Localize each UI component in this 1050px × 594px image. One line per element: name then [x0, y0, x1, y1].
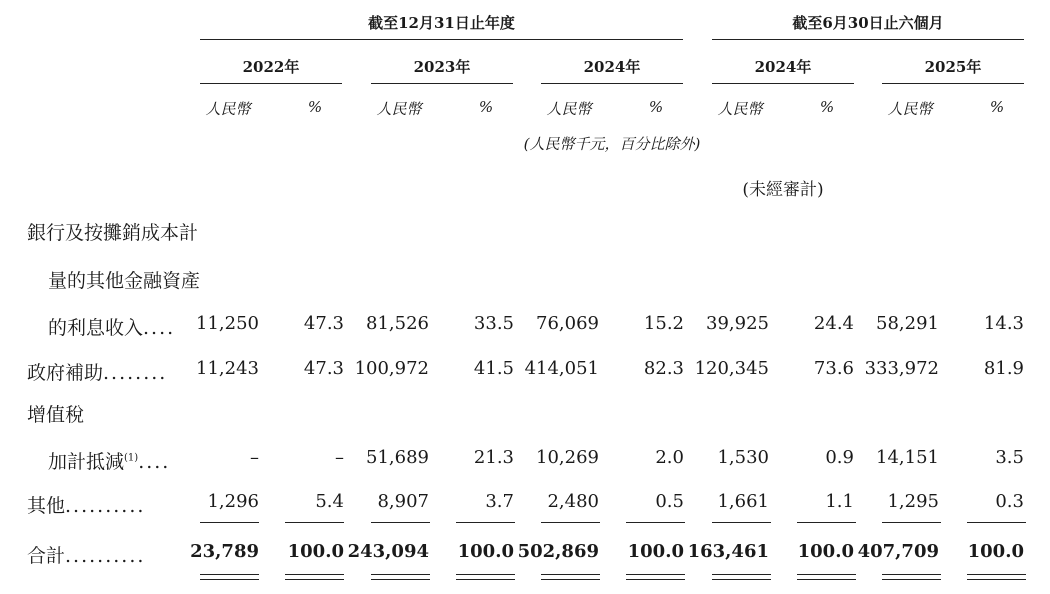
table-cell: 33.5: [473, 313, 514, 334]
year-header-h2024: 2024年: [754, 58, 812, 76]
total-cell: 502,869: [517, 541, 599, 562]
total-double-rule: [797, 579, 856, 580]
table-cell: 24.4: [813, 313, 854, 334]
pct-label: %: [819, 98, 835, 116]
table-cell: 2,480: [547, 491, 599, 512]
table-cell: 41.5: [473, 358, 514, 379]
row-label-text: 其他: [27, 495, 66, 517]
pct-label: %: [989, 98, 1005, 116]
currency-label: 人民幣: [205, 100, 251, 118]
subtotal-rule: [541, 522, 600, 523]
total-double-rule: [285, 574, 344, 575]
year-header-2022: 2022年: [242, 58, 300, 76]
unaudited-note: (未經審計): [742, 180, 824, 200]
table-cell: 47.3: [303, 313, 344, 334]
year-rule-h2025: [882, 83, 1024, 84]
total-double-rule: [200, 574, 259, 575]
table-cell: 82.3: [643, 358, 684, 379]
subtotal-rule: [371, 522, 430, 523]
footnote-marker: (1): [124, 452, 139, 464]
table-cell: 1,530: [717, 447, 769, 468]
pct-label: %: [478, 98, 494, 116]
table-cell: 414,051: [524, 358, 599, 379]
year-rule-h2024: [712, 83, 854, 84]
year-header-2023: 2023年: [413, 58, 471, 76]
group-rule-year: [200, 39, 683, 40]
group-rule-half: [712, 39, 1024, 40]
table-cell: 73.6: [813, 358, 854, 379]
total-double-rule: [626, 579, 685, 580]
row-label-line: [27, 491, 145, 518]
table-cell: 15.2: [643, 313, 684, 334]
subtotal-rule: [967, 522, 1026, 523]
row-label-line: 量的其他金融資產: [48, 270, 201, 292]
year-rule-2022: [200, 83, 342, 84]
table-cell: 1,295: [887, 491, 939, 512]
table-cell: 21.3: [473, 447, 514, 468]
leader-dots: ....: [143, 317, 176, 339]
pct-label: %: [307, 98, 323, 116]
leader-dots: ....: [138, 451, 171, 473]
unit-note: (人民幣千元，百分比除外): [523, 135, 701, 153]
year-rule-2023: [371, 83, 513, 84]
row-label-text: 加計抵減: [48, 451, 125, 473]
table-cell: 11,250: [196, 313, 259, 334]
total-double-rule: [712, 579, 771, 580]
currency-label: 人民幣: [887, 100, 933, 118]
table-cell: 8,907: [377, 491, 429, 512]
row-label-text: 合計: [27, 545, 66, 567]
row-label-line: 銀行及按攤銷成本計: [27, 222, 199, 244]
total-cell: 100.0: [457, 541, 514, 562]
table-cell: 120,345: [694, 358, 769, 379]
group-header-year: 截至12月31日止年度: [368, 14, 515, 32]
total-cell: 243,094: [347, 541, 429, 562]
total-cell: 23,789: [190, 541, 259, 562]
total-double-rule: [456, 574, 515, 575]
table-cell: 11,243: [196, 358, 259, 379]
currency-label: 人民幣: [717, 100, 763, 118]
table-cell: 0.5: [655, 491, 684, 512]
group-header-half: 截至6月30日止六個月: [792, 14, 944, 32]
table-cell: 1,296: [207, 491, 259, 512]
total-cell: 163,461: [687, 541, 769, 562]
total-cell: 407,709: [857, 541, 939, 562]
row-label-line: 增值稅: [27, 404, 85, 426]
leader-dots: ........: [103, 362, 168, 384]
table-cell: 39,925: [706, 313, 769, 334]
table-cell: 14,151: [876, 447, 939, 468]
total-double-rule: [882, 574, 941, 575]
total-cell: 100.0: [797, 541, 854, 562]
total-double-rule: [200, 579, 259, 580]
row-label-text: 政府補助: [27, 362, 104, 384]
row-label-line: [27, 358, 167, 385]
row-label-line: [48, 447, 170, 474]
table-cell: 5.4: [315, 491, 344, 512]
table-cell: 1.1: [825, 491, 854, 512]
table-cell: 3.7: [485, 491, 514, 512]
table-cell: 0.3: [995, 491, 1024, 512]
currency-label: 人民幣: [376, 100, 422, 118]
total-double-rule: [285, 579, 344, 580]
total-double-rule: [541, 574, 600, 575]
table-cell: 3.5: [995, 447, 1024, 468]
total-double-rule: [967, 574, 1026, 575]
table-cell: 10,269: [536, 447, 599, 468]
table-cell: 100,972: [354, 358, 429, 379]
total-double-rule: [712, 574, 771, 575]
year-rule-2024: [541, 83, 683, 84]
total-cell: 100.0: [287, 541, 344, 562]
row-label-line: [27, 541, 145, 568]
table-cell: 2.0: [655, 447, 684, 468]
total-double-rule: [541, 579, 600, 580]
total-double-rule: [626, 574, 685, 575]
table-cell: 51,689: [366, 447, 429, 468]
table-cell: 81,526: [366, 313, 429, 334]
subtotal-rule: [456, 522, 515, 523]
total-double-rule: [371, 574, 430, 575]
row-label-text: 的利息收入: [48, 317, 144, 339]
currency-label: 人民幣: [546, 100, 592, 118]
total-double-rule: [967, 579, 1026, 580]
total-double-rule: [797, 574, 856, 575]
leader-dots: ..........: [65, 545, 146, 567]
table-cell: 76,069: [536, 313, 599, 334]
table-cell: 81.9: [983, 358, 1024, 379]
year-header-h2025: 2025年: [924, 58, 982, 76]
table-cell: 0.9: [825, 447, 854, 468]
table-cell: –: [250, 447, 259, 468]
subtotal-rule: [200, 522, 259, 523]
subtotal-rule: [285, 522, 344, 523]
subtotal-rule: [626, 522, 685, 523]
subtotal-rule: [797, 522, 856, 523]
pct-label: %: [648, 98, 664, 116]
row-label-line: [48, 313, 175, 340]
total-double-rule: [882, 579, 941, 580]
table-cell: 1,661: [717, 491, 769, 512]
total-cell: 100.0: [627, 541, 684, 562]
table-cell: 58,291: [876, 313, 939, 334]
total-double-rule: [371, 579, 430, 580]
table-cell: 333,972: [864, 358, 939, 379]
subtotal-rule: [712, 522, 771, 523]
leader-dots: ..........: [65, 495, 146, 517]
subtotal-rule: [882, 522, 941, 523]
table-cell: 47.3: [303, 358, 344, 379]
table-cell: –: [335, 447, 344, 468]
total-cell: 100.0: [967, 541, 1024, 562]
year-header-2024: 2024年: [583, 58, 641, 76]
total-double-rule: [456, 579, 515, 580]
table-cell: 14.3: [983, 313, 1024, 334]
